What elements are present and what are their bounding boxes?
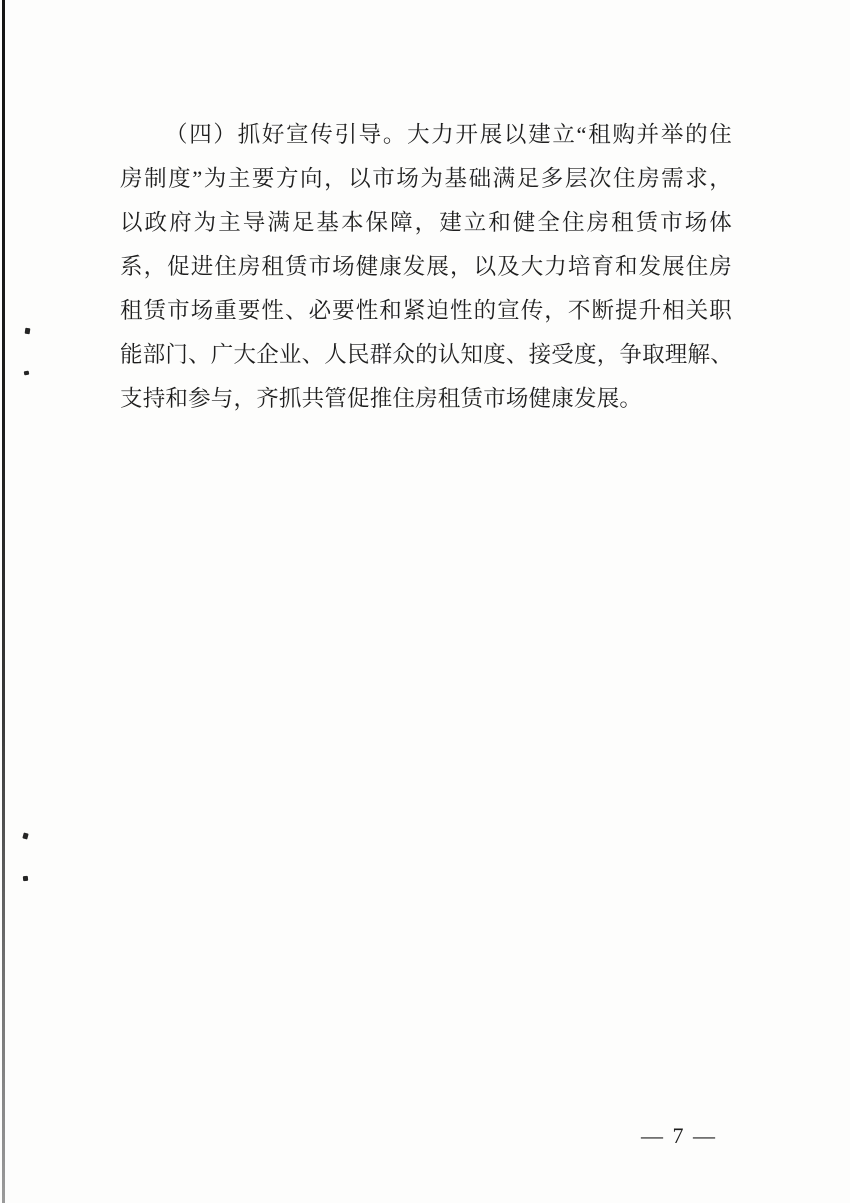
- paragraph-line: 租赁市场重要性、必要性和紧迫性的宣传，不断提升相关职: [120, 298, 732, 323]
- paragraph-line: 能部门、广大企业、人民群众的认知度、接受度，争取理解、: [120, 342, 733, 367]
- ink-speck: [25, 328, 31, 335]
- ink-speck: [24, 371, 30, 376]
- paragraph-line: 系，促进住房租赁市场健康发展，以及大力培育和发展住房: [120, 254, 732, 279]
- paragraph-line: 房制度”为主要方向，以市场为基础满足多层次住房需求，: [120, 166, 732, 191]
- ink-speck: [22, 832, 28, 839]
- ink-speck: [23, 876, 28, 881]
- paragraph-line: （四）抓好宣传引导。大力开展以建立“租购并举的住: [165, 122, 732, 147]
- left-edge-scan-artifact: [2, 0, 5, 1203]
- paragraph-line: 以政府为主导满足基本保障，建立和健全住房租赁市场体: [120, 210, 732, 235]
- body-paragraph: [120, 113, 732, 421]
- paragraph-line: 支持和参与，齐抓共管促推住房租赁市场健康发展。: [120, 386, 643, 411]
- page-number: — 7 —: [641, 1123, 717, 1148]
